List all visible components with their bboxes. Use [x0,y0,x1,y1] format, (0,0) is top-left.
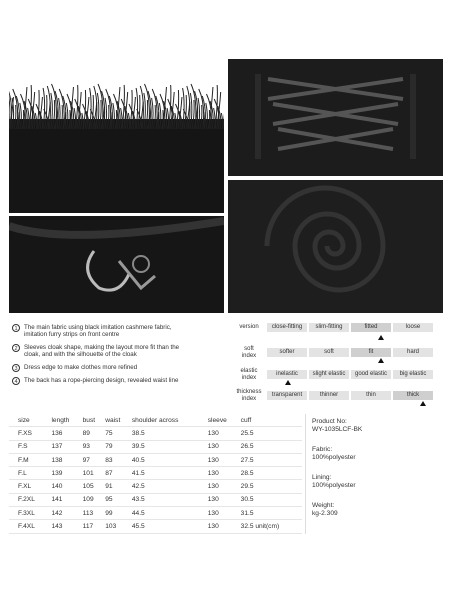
weight-label: Weight: [312,502,335,509]
table-cell: 130 [206,507,239,520]
table-cell: 27.5 [239,453,302,466]
table-cell: 29.5 [239,480,302,493]
table-cell: 30.5 [239,493,302,506]
product-info [312,418,442,526]
table-cell: 79 [103,440,130,453]
feature-number: 4 [12,377,20,385]
lining-info [312,474,442,490]
product-number [312,418,442,434]
table-cell: 130 [206,467,239,480]
property-option: slim-fitting [309,323,349,332]
table-cell: 91 [103,480,130,493]
property-option: thinner [309,391,349,400]
table-cell: 89 [81,427,104,440]
lining-label: Lining: [312,474,332,481]
table-cell: 143 [49,520,80,533]
table-cell: 109 [81,493,104,506]
table-cell: F.2XL [9,493,49,506]
table-cell: 142 [49,507,80,520]
column-header: bust [81,414,104,427]
cashmere-fabric-photo [228,180,443,313]
property-label: soft index [241,346,257,359]
table-cell: 130 [206,480,239,493]
size-table [9,414,302,534]
table-cell: 99 [103,507,130,520]
column-header: waist [103,414,130,427]
column-header: length [49,414,80,427]
table-cell: 26.5 [239,440,302,453]
table-cell: 141 [49,493,80,506]
table-cell: 101 [81,467,104,480]
property-option: thin [351,391,391,400]
table-cell: F.XL [9,480,49,493]
selection-arrow-icon [285,380,291,385]
table-cell: 43.5 [130,493,206,506]
fabric-value: 100%polyester [312,454,356,461]
table-header-row [9,414,302,427]
feature-text: Sleeves cloak shape, making the layout more fit than the cloak, and with the silhouette of the cloak [24,343,180,359]
property-option: soft [309,348,349,357]
property-option: softer [267,348,307,357]
table-row [9,440,302,453]
table-cell: 140 [49,480,80,493]
property-option: slight elastic [309,370,349,379]
table-row [9,427,302,440]
column-header: sleeve [206,414,239,427]
table-cell: F.M [9,453,49,466]
selection-arrow-icon [378,335,384,340]
property-row-version [233,323,433,332]
property-option: loose [393,323,433,332]
table-cell: 97 [81,453,104,466]
weight-info [312,502,442,518]
feature-text: The main fabric using black imitation cashmere fabric, imitation furry strips on front centre [24,324,172,339]
column-divider [305,414,306,534]
fabric-label: Fabric: [312,446,333,453]
feature-item [12,344,224,359]
property-label: elastic index [240,368,258,381]
product-number-value: WY-1035LCF-BK [312,426,363,433]
table-row [9,467,302,480]
lining-value: 100%polyester [312,482,356,489]
table-cell: 41.5 [130,467,206,480]
table-cell: 139 [49,467,80,480]
property-option: transparent [267,391,307,400]
fur-strip-photo [9,59,224,213]
property-row-soft [233,346,433,359]
table-cell: 105 [81,480,104,493]
table-cell: 83 [103,453,130,466]
fabric-info [312,446,442,462]
feature-item [12,324,224,339]
table-cell: 93 [81,440,104,453]
property-label: thickness index [236,389,262,402]
table-cell: 137 [49,440,80,453]
table-cell: 117 [81,520,104,533]
column-header: cuff [239,414,302,427]
property-row-elastic [233,368,433,381]
table-cell: F.XS [9,427,49,440]
lace-up-back-photo [228,59,443,176]
table-cell: 113 [81,507,104,520]
table-cell: 45.5 [130,520,206,533]
table-cell: 130 [206,440,239,453]
selection-arrow-icon [420,401,426,406]
column-header: size [9,414,49,427]
property-label: version [239,324,259,331]
table-cell: 31.5 [239,507,302,520]
table-cell: F.L [9,467,49,480]
rope-buckle-photo [9,216,224,313]
property-option-selected: thick [393,391,433,400]
table-cell: 44.5 [130,507,206,520]
feature-item [12,377,224,385]
table-cell: 38.5 [130,427,206,440]
table-cell: 95 [103,493,130,506]
weight-value: kg-2.309 [312,510,338,517]
feature-text: Dress edge to make clothes more refined [24,363,138,371]
table-cell: F.S [9,440,49,453]
table-cell: 130 [206,493,239,506]
table-row [9,453,302,466]
table-row [9,520,302,533]
feature-text: The back has a rope-piercing design, revealed waist line [24,376,179,384]
property-option: big elastic [393,370,433,379]
table-cell: 138 [49,453,80,466]
table-cell: 39.5 [130,440,206,453]
property-option: good elastic [351,370,391,379]
table-cell: F.4XL [9,520,49,533]
table-cell: 130 [206,427,239,440]
feature-number: 3 [12,364,20,372]
table-row [9,507,302,520]
table-cell: 87 [103,467,130,480]
feature-list [12,324,224,390]
table-cell: 136 [49,427,80,440]
selection-arrow-icon [378,358,384,363]
feature-number: 1 [12,324,20,332]
table-cell: 32.5 unit(cm) [239,520,302,533]
product-number-label: Product No: [312,418,347,425]
table-cell: 130 [206,453,239,466]
property-row-thickness [233,389,433,402]
table-cell: F.3XL [9,507,49,520]
table-cell: 25.5 [239,427,302,440]
table-cell: 130 [206,520,239,533]
table-cell: 28.5 [239,467,302,480]
table-row [9,480,302,493]
table-cell: 40.5 [130,453,206,466]
table-row [9,493,302,506]
table-cell: 103 [103,520,130,533]
property-option: hard [393,348,433,357]
feature-item [12,364,224,372]
property-option-selected: fit [351,348,391,357]
column-header: shoulder across [130,414,206,427]
table-cell: 42.5 [130,480,206,493]
property-option: inelastic [267,370,307,379]
property-option: close-fitting [267,323,307,332]
property-option-selected: fitted [351,323,391,332]
feature-number: 2 [12,344,20,352]
table-cell: 75 [103,427,130,440]
